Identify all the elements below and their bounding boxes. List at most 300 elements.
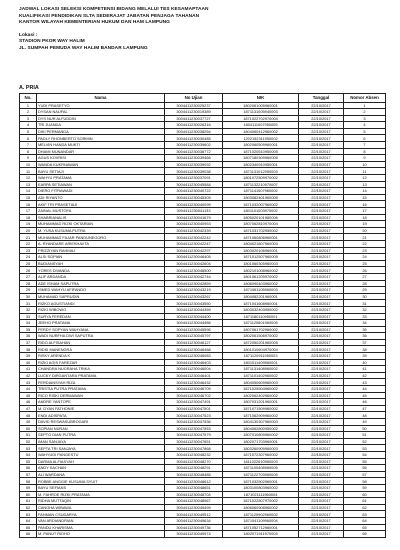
table-row [20,425,386,432]
table-row [20,247,386,254]
cell-no-ujian: 3004411230038254 [165,128,223,135]
cell-nik: 1871032502960001 [223,478,299,485]
cell-nik: 1806060908960002 [223,504,299,511]
cell-no-ujian: 3004411230049736 [165,524,223,531]
table-row [20,333,386,340]
cell-no: 1 [20,102,37,109]
cell-no-ujian: 3004411230045797 [165,333,223,340]
cell-no-ujian: 3004411230048485 [165,471,223,478]
cell-nama: ALI WARDANA [37,471,165,478]
cell-tanggal: 22/10/2017 [299,208,344,215]
cell-no: 53 [20,445,37,452]
table-row [20,306,386,313]
cell-nama: RISKY ARENDA K [37,353,165,360]
cell-no-ujian: 3004411230048232 [165,451,223,458]
cell-tanggal: 22/10/2017 [299,511,344,518]
cell-nomor-absen: 42 [344,372,386,379]
header-line-2: KUALIFIKASI PENDIDIKAN SLTA SEDERAJAT JABATAN PENJAGA TAHANAN [19,13,200,19]
cell-tanggal: 22/10/2017 [299,359,344,366]
cell-tanggal: 22/10/2017 [299,188,344,195]
cell-no-ujian: 3004411230046004 [165,366,223,373]
cell-no-ujian: 3004411230040099 [165,201,223,208]
cell-no: 12 [20,175,37,182]
cell-no-ujian: 3004411230042242 [165,234,223,241]
table-row [20,201,386,208]
cell-nik: 1871022702970004 [223,115,299,122]
cell-tanggal: 22/10/2017 [299,405,344,412]
cell-nik: 1871052712960001 [223,524,299,531]
cell-nomor-absen: 31 [344,300,386,307]
cell-nik: 1807062810970004 [223,221,299,228]
cell-nik: 1804062800950002 [223,425,299,432]
participants-table [19,93,386,538]
cell-nomor-absen: 18 [344,214,386,221]
cell-tanggal: 22/10/2017 [299,247,344,254]
cell-tanggal: 22/10/2017 [299,491,344,498]
cell-no-ujian: 3004411230042859 [165,280,223,287]
cell-nama: DYSAN NAUFAL [37,109,165,116]
cell-nama: PANDU KHARISMA [37,524,165,531]
cell-nomor-absen: 13 [344,181,386,188]
cell-nama: BAYU SETIAJI [37,168,165,175]
table-row [20,419,386,426]
col-header-nik: NIK [223,94,299,103]
cell-no: 61 [20,498,37,505]
cell-no: 6 [20,135,37,142]
cell-nik: 1871061105960003 [223,287,299,294]
cell-nama: WADI NURFHA DWI SAPUTRA [37,333,165,340]
table-row [20,227,386,234]
table-row [20,353,386,360]
cell-nama: FERDY SOPYAN WAHYANA [37,326,165,333]
cell-no: 48 [20,412,37,419]
cell-tanggal: 22/10/2017 [299,260,344,267]
cell-tanggal: 22/10/2017 [299,353,344,360]
cell-nama: TRISTIA PUTRA PRATAMA [37,386,165,393]
cell-nomor-absen: 28 [344,280,386,287]
cell-nomor-absen: 41 [344,366,386,373]
cell-no: 19 [20,221,37,228]
table-row [20,122,386,129]
table-body [20,102,386,537]
cell-nama: ANDY KACHAN [37,465,165,472]
cell-no-ujian: 3004411230042604 [165,260,223,267]
table-row [20,280,386,287]
cell-nomor-absen: 26 [344,267,386,274]
table-row [20,115,386,122]
cell-nik: 1802071911970003 [223,531,299,538]
cell-no-ujian: 3004411230042247 [165,240,223,247]
cell-nik: 1802101008960002 [223,267,299,274]
cell-no-ujian: 3004411230048967 [165,498,223,505]
table-row [20,135,386,142]
cell-nik: 1871021111960004 [223,491,299,498]
cell-nik: 1802061005960001 [223,102,299,109]
cell-nomor-absen: 60 [344,491,386,498]
cell-tanggal: 22/10/2017 [299,122,344,129]
cell-nama: M. YUSA KUSUMA PUTRA [37,227,165,234]
cell-no-ujian: 3004411230044486 [165,320,223,327]
cell-tanggal: 22/10/2017 [299,419,344,426]
cell-nomor-absen: 55 [344,458,386,465]
cell-nik: 1804130307960003 [223,419,299,426]
cell-no: 39 [20,353,37,360]
cell-nomor-absen: 37 [344,339,386,346]
cell-tanggal: 22/10/2017 [299,234,344,241]
cell-nama: SHABRIANALIS [37,214,165,221]
cell-nomor-absen: 47 [344,405,386,412]
cell-no: 58 [20,478,37,485]
cell-no: 55 [20,458,37,465]
cell-nomor-absen: 16 [344,201,386,208]
cell-no: 32 [20,306,37,313]
cell-no: 66 [20,531,37,538]
cell-nik: 1871062909960002 [223,412,299,419]
cell-no-ujian: 3004411230047553 [165,425,223,432]
cell-nama: ZAINAL MUSTOFA [37,208,165,215]
cell-nomor-absen: 23 [344,247,386,254]
cell-nik: 1803020106960001 [223,247,299,254]
cell-nama: SEPTA TRI SANJAYA [37,445,165,452]
cell-tanggal: 22/10/2017 [299,531,344,538]
cell-no: 50 [20,425,37,432]
table-row [20,346,386,353]
cell-tanggal: 22/10/2017 [299,128,344,135]
cell-no-ujian: 3004411230047868 [165,445,223,452]
cell-nik: 1803032403950002 [223,306,299,313]
cell-tanggal: 22/10/2017 [299,181,344,188]
cell-no: 20 [20,227,37,234]
cell-nomor-absen: 59 [344,484,386,491]
cell-tanggal: 22/10/2017 [299,293,344,300]
cell-nama: YORES DIVANDA [37,267,165,274]
cell-nik: 1807061702960002 [223,326,299,333]
table-row [20,148,386,155]
cell-no-ujian: 3004411230048704 [165,491,223,498]
cell-no: 57 [20,471,37,478]
cell-nama: M. FAHROE RIZKI PRATAMA [37,491,165,498]
cell-nomor-absen: 2 [344,109,386,116]
cell-nama: ENDI ADISPATA [37,412,165,419]
cell-no-ujian: 3004411230046401 [165,372,223,379]
cell-no-ujian: 3004411230046083 [165,353,223,360]
table-row [20,471,386,478]
cell-no: 36 [20,333,37,340]
cell-no-ujian: 3004411230046403 [165,359,223,366]
cell-no: 35 [20,326,37,333]
cell-nomor-absen: 50 [344,425,386,432]
cell-nomor-absen: 15 [344,194,386,201]
cell-no-ujian: 3004411230046709 [165,386,223,393]
cell-no: 8 [20,148,37,155]
cell-tanggal: 22/10/2017 [299,458,344,465]
cell-nomor-absen: 9 [344,155,386,162]
cell-no: 56 [20,465,37,472]
cell-nama: DYS NUR ALFUDDIN [37,115,165,122]
cell-tanggal: 22/10/2017 [299,504,344,511]
cell-nik: 1871131408960002 [223,366,299,373]
cell-nomor-absen: 21 [344,234,386,241]
cell-tanggal: 22/10/2017 [299,254,344,261]
cell-nama: DAVID RESWASUBROGARI [37,419,165,426]
table-row [20,181,386,188]
cell-no: 41 [20,366,37,373]
cell-tanggal: 22/10/2017 [299,465,344,472]
cell-tanggal: 22/10/2017 [299,320,344,327]
table-row [20,491,386,498]
cell-tanggal: 22/10/2017 [299,339,344,346]
cell-nik: 1811022610960003 [223,458,299,465]
cell-tanggal: 22/10/2017 [299,432,344,439]
cell-nik: 1801060305960003 [223,260,299,267]
cell-no: 33 [20,313,37,320]
cell-nama: CHANDRA NUGRAHA TRIKA [37,366,165,373]
cell-nama: ROBBE ANGGIE KUSUMA SYUIT [37,478,165,485]
cell-no-ujian: 3004411230045596 [165,326,223,333]
table-row [20,313,386,320]
cell-nik: 1871032007960002 [223,201,299,208]
cell-nik: 1871025504960002 [223,386,299,393]
cell-no-ujian: 3004411230047651 [165,438,223,445]
cell-no-ujian: 3004411230039466 [165,155,223,162]
table-row [20,168,386,175]
table-row [20,504,386,511]
cell-nomor-absen: 29 [344,287,386,294]
cell-nik: 1871100408960005 [223,465,299,472]
cell-tanggal: 22/10/2017 [299,386,344,393]
cell-no-ujian: 3004411230030485 [165,135,223,142]
table-row [20,273,386,280]
lokasi-address: JL. SUMPAH PEMUDA WAY HALIM BANDAR LAMPUNG [19,45,148,51]
cell-nama: DHAMI MUNANDAR [37,148,165,155]
cell-nomor-absen: 4 [344,122,386,129]
cell-nik: 1802061506970002 [223,333,299,340]
table-row [20,234,386,241]
cell-no: 65 [20,524,37,531]
cell-no-ujian: 3004411230025237 [165,102,223,109]
cell-nama: RIDO ALFISAHAN [37,339,165,346]
cell-nik: 1871022807970002 [223,498,299,505]
cell-nama: MUHAMMAD RIZKI OKTARIAN [37,221,165,228]
cell-no: 44 [20,386,37,393]
cell-tanggal: 22/10/2017 [299,161,344,168]
cell-tanggal: 22/10/2017 [299,425,344,432]
cell-tanggal: 22/10/2017 [299,313,344,320]
cell-no: 10 [20,161,37,168]
cell-tanggal: 22/10/2017 [299,109,344,116]
cell-tanggal: 22/10/2017 [299,280,344,287]
cell-no-ujian: 3004411230039038 [165,168,223,175]
cell-nomor-absen: 35 [344,326,386,333]
cell-tanggal: 22/10/2017 [299,287,344,294]
cell-tanggal: 22/10/2017 [299,451,344,458]
table-row [20,102,386,109]
cell-no: 60 [20,491,37,498]
table-row [20,359,386,366]
table-row [20,445,386,452]
cell-no: 2 [20,109,37,116]
cell-no-ujian: 3004411230026316 [165,122,223,129]
cell-no: 13 [20,181,37,188]
table-row [20,478,386,485]
cell-no-ujian: 3004411230040722 [165,188,223,195]
table-row [20,531,386,538]
cell-no-ujian: 3004411230047579 [165,432,223,439]
cell-nomor-absen: 10 [344,161,386,168]
cell-nomor-absen: 12 [344,175,386,182]
cell-nomor-absen: 34 [344,320,386,327]
cell-no-ujian: 3004411230045584 [165,181,223,188]
cell-no-ujian: 3004411230048270 [165,458,223,465]
cell-no: 38 [20,346,37,353]
cell-nomor-absen: 65 [344,524,386,531]
table-row [20,208,386,215]
table-row [20,260,386,267]
cell-nomor-absen: 36 [344,333,386,340]
table-row [20,142,386,149]
cell-nomor-absen: 45 [344,392,386,399]
cell-tanggal: 22/10/2017 [299,333,344,340]
table-row [20,221,386,228]
cell-nama: M. DYAN FATHONIE [37,405,165,412]
cell-nama: SEPTO DIAN PUTRA [37,432,165,439]
cell-no: 49 [20,419,37,426]
cell-nik: 1202152311950002 [223,135,299,142]
col-header-tanggal: Tanggal [299,94,344,103]
cell-nama: MUHAMAD SAPRUDIN [37,293,165,300]
cell-no-ujian: 3004411230047491 [165,399,223,406]
cell-nomor-absen: 3 [344,115,386,122]
cell-no: 45 [20,392,37,399]
cell-nomor-absen: 64 [344,517,386,524]
cell-tanggal: 22/10/2017 [299,438,344,445]
cell-no: 15 [20,194,37,201]
cell-tanggal: 22/10/2017 [299,484,344,491]
cell-nama: DARMA ALFIASYAH [37,458,165,465]
cell-nomor-absen: 6 [344,135,386,142]
cell-no: 59 [20,484,37,491]
table-row [20,517,386,524]
table-row [20,267,386,274]
cell-nama: FERDIANSYAH RIZA [37,379,165,386]
table-row [20,155,386,162]
cell-no: 14 [20,188,37,195]
cell-nik: 1871072307960002 [223,451,299,458]
cell-nomor-absen: 52 [344,438,386,445]
cell-no: 62 [20,504,37,511]
cell-nik: 1802071703960001 [223,438,299,445]
cell-no: 52 [20,438,37,445]
table-row [20,484,386,491]
cell-no-ujian: 3004411230045309 [165,194,223,201]
cell-nik: 1807010809960002 [223,432,299,439]
cell-no-ujian: 3004411230046405 [165,254,223,261]
cell-nomor-absen: 25 [344,260,386,267]
cell-nama: VAN ARDIANDRIAN [37,517,165,524]
cell-no-ujian: 3004411230047536 [165,419,223,426]
header-line-3: KANTOR WILAYAH KEMENTERIAN HUKUM DAN HAM LAMPUNG [19,20,170,26]
table-header-row [20,94,386,103]
cell-nik: 1871120902960002 [223,511,299,518]
cell-no-ujian: 3004411230046127 [165,339,223,346]
cell-tanggal: 22/10/2017 [299,227,344,234]
cell-nik: 1806090403960002 [223,280,299,287]
lokasi-label: Lokasi : [19,32,38,38]
cell-nama: DIKI PERMANDA [37,128,165,135]
table-row [20,465,386,472]
cell-tanggal: 22/10/2017 [299,366,344,373]
cell-no-ujian: 3004411230039092 [165,161,223,168]
cell-nomor-absen: 51 [344,432,386,439]
table-row [20,109,386,116]
cell-no-ujian: 3004411230042297 [165,247,223,254]
cell-nama: WAHYUDI PANGESTU [37,451,165,458]
cell-no: 22 [20,240,37,247]
col-header-nomor-absen: Nomor Absen [344,94,386,103]
cell-nama: RICO RISKI DERMAWAN [37,392,165,399]
col-header-nama: Nama [37,94,165,103]
cell-no-ujian: 3004411230043219 [165,287,223,294]
cell-nik: 1804050609960003 [223,379,299,386]
cell-nama: AKIF TRI PRASETIAJI [37,201,165,208]
lokasi-name: STADION PKOR WAY HALIM [19,39,85,45]
cell-nik: 1871132210970007 [223,181,299,188]
cell-no-ujian: 3004411230043267 [165,293,223,300]
cell-nik: 1804060412960002 [223,128,299,135]
cell-tanggal: 22/10/2017 [299,392,344,399]
table-row [20,300,386,307]
cell-nama: MUHAMMAD FAJAR PANDUNEGORO [37,234,165,241]
cell-nama: SOPIAN NURAN [37,425,165,432]
cell-nomor-absen: 20 [344,227,386,234]
table-row [20,438,386,445]
cell-nama: IMAN SANJAYA [37,438,165,445]
cell-tanggal: 22/10/2017 [299,240,344,247]
cell-no-ujian: 3004411230048651 [165,484,223,491]
cell-nik: 1802062402960002 [223,392,299,399]
table-row [20,128,386,135]
cell-nama: PADLY RHONBERTO SORMIN [37,135,165,142]
cell-nik: 1807180309960005 [223,155,299,162]
cell-no: 30 [20,293,37,300]
cell-nik: 1871041608960001 [223,300,299,307]
cell-nama: PRIZZIYAN RAHMAJ [37,247,165,254]
cell-no: 34 [20,320,37,327]
cell-nama: BUDIANSYAH [37,260,165,267]
cell-no: 54 [20,451,37,458]
table-row [20,399,386,406]
cell-tanggal: 22/10/2017 [299,168,344,175]
table-row [20,412,386,419]
table-row [20,339,386,346]
table-row [20,161,386,168]
cell-no-ujian: 3004411230037091 [165,175,223,182]
cell-tanggal: 22/10/2017 [299,102,344,109]
cell-no: 47 [20,405,37,412]
cell-nomor-absen: 22 [344,240,386,247]
cell-no-ujian: 3004411230042339 [165,227,223,234]
cell-no-ujian: 3004411230047501 [165,405,223,412]
header-line-1: JADWAL LOKASI SELEKSI KOMPETENSI BIDANG MELALUI TES KESAMAPTAAN [19,7,209,12]
cell-nomor-absen: 58 [344,478,386,485]
cell-nik: 1803082401960005 [223,194,299,201]
cell-tanggal: 22/10/2017 [299,221,344,228]
cell-tanggal: 22/10/2017 [299,524,344,531]
cell-no-ujian: 3004411230048612 [165,478,223,485]
cell-no: 27 [20,273,37,280]
cell-nomor-absen: 54 [344,451,386,458]
col-header-no: No. [20,94,37,103]
